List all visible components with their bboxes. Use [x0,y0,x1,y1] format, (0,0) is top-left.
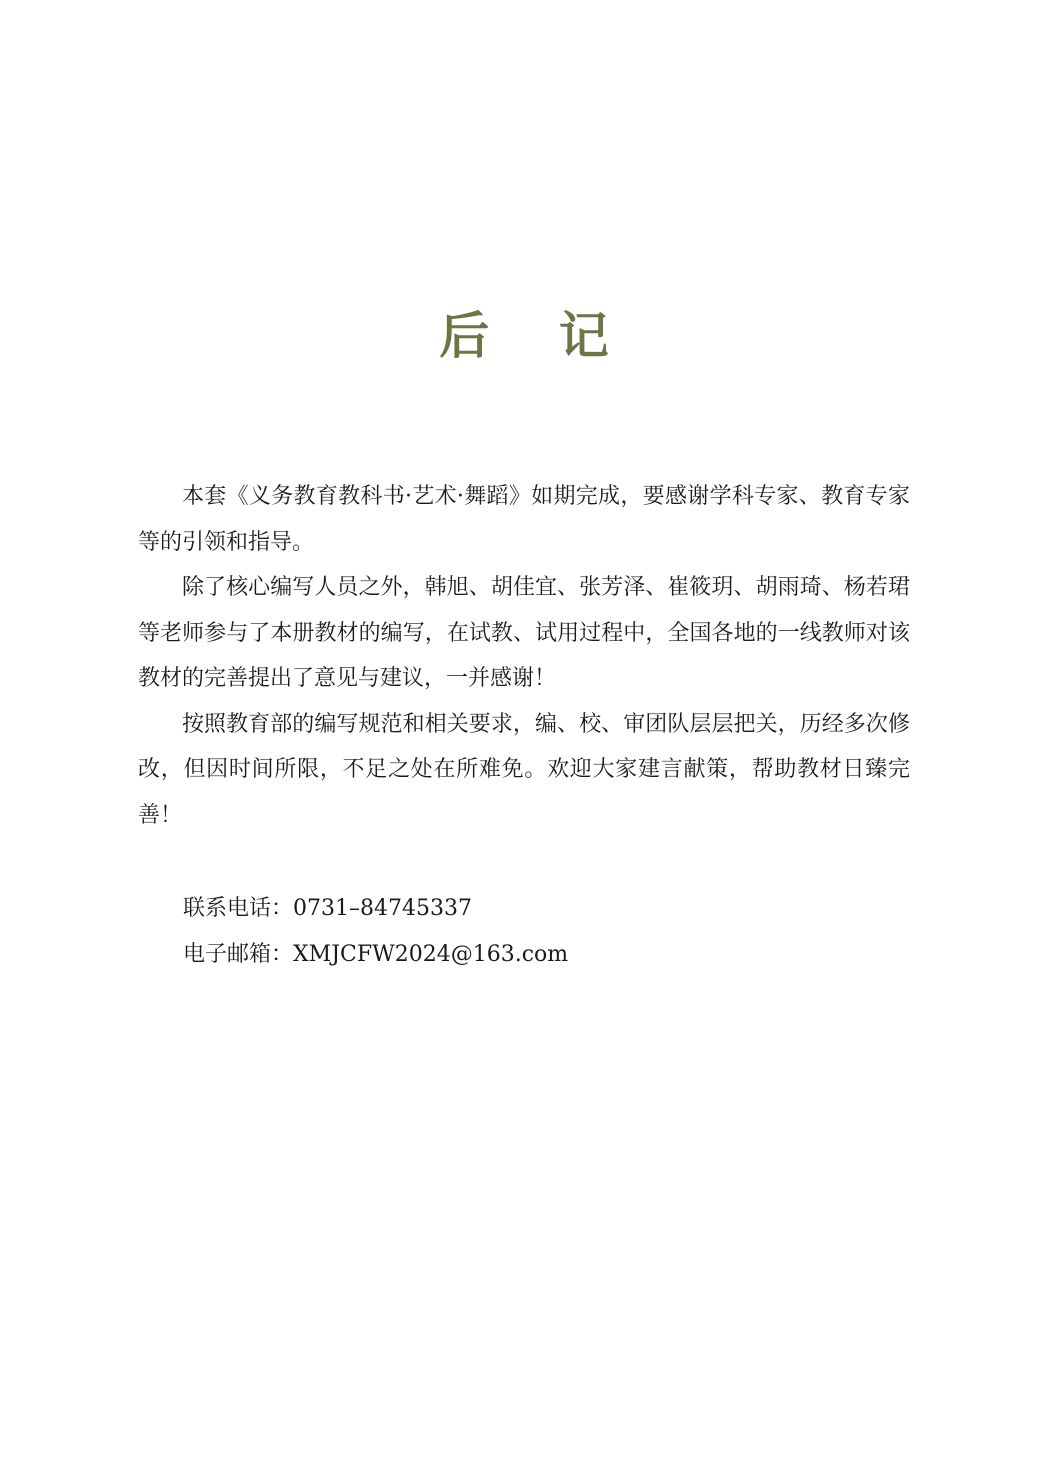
phone-label: 联系电话： [183,896,294,921]
afterword-body [138,474,910,838]
paragraph-feedback: 按照教育部的编写规范和相关要求，编、校、审团队层层把关，历经多次修改，但因时间所限，不足之处在所难免。欢迎大家建言献策，帮助教材日臻完善！ [138,711,910,828]
email-label: 电子邮箱： [183,941,294,967]
contact-phone [183,886,568,932]
page-title: 后 记 [439,307,635,365]
paragraph-acknowledgement: 本套《义务教育教科书·艺术·舞蹈》如期完成，要感谢学科专家、教育专家等的引领和指导。 [138,484,910,555]
contact-info [183,886,568,977]
phone-value: 0731–84745337 [293,896,472,921]
paragraph-contributors: 除了核心编写人员之外，韩旭、胡佳宜、张芳泽、崔筱玥、胡雨琦、杨若珺等老师参与了本册教材的编写，在试教、试用过程中，全国各地的一线教师对该教材的完善提出了意见与建议，一并感谢！ [138,575,910,691]
contact-email [183,932,568,978]
email-value: XMJCFW2024@163.com [293,941,569,967]
